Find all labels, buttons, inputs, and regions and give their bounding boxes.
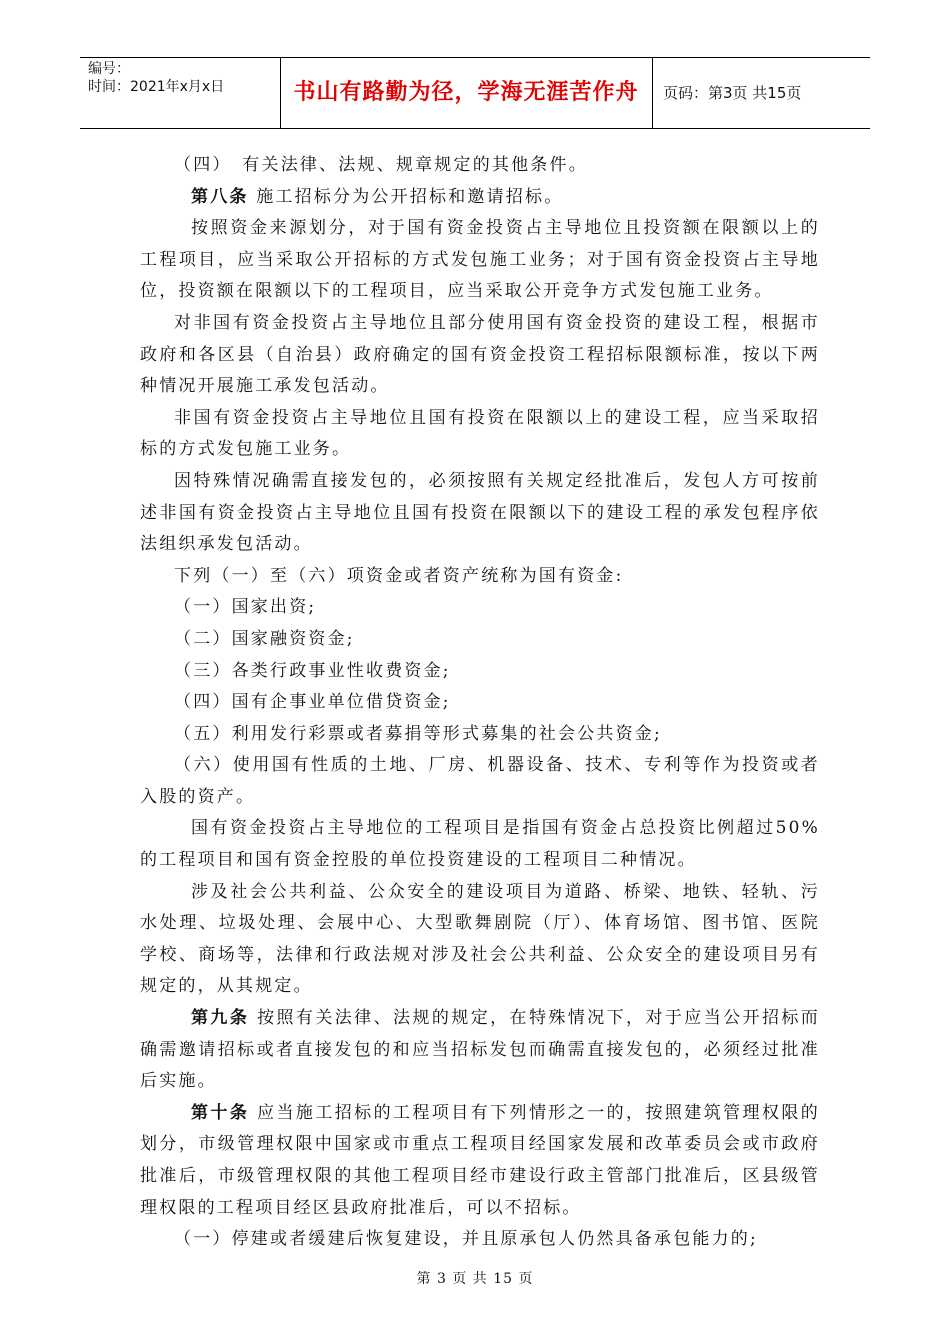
- list-item: （二）国家融资资金;: [174, 628, 355, 649]
- article-paragraph: [140, 182, 820, 214]
- page-header: [80, 57, 870, 129]
- list-item: （六）使用国有性质的土地、厂房、机器设备、技术、专利等作为投资或者入股的资产。: [140, 755, 820, 807]
- article-heading: 第九条: [191, 1008, 250, 1029]
- document-date-label: 时间：2021年x月x日: [88, 79, 225, 95]
- paragraph: 对非国有资金投资占主导地位且部分使用国有资金投资的建设工程，根据市政府和各区县（自治县）政府确定的国有资金投资工程招标限额标准，按以下两种情况开展施工承发包活动。: [140, 312, 820, 397]
- header-page-info: 页码：第3页 共15页: [663, 84, 802, 102]
- header-motto: 书山有路勤为径，学海无涯苦作舟: [293, 80, 639, 105]
- article-text: 应当施工招标的工程项目有下列情形之一的，按照建筑管理权限的划分，市级管理权限中国家或市重点工程项目经国家发展和改革委员会或市政府批准后，市级管理权限的其他工程项目经市建设行政主管部门批准后，区县级管理权限的工程项目经区县政府批准后，可以不招标。: [140, 1102, 820, 1218]
- header-motto-cell: [280, 58, 653, 128]
- list-item: （一）停建或者缓建后恢复建设，并且原承包人仍然具备承包能力的;: [174, 1229, 758, 1250]
- article-text: 按照有关法律、法规的规定，在特殊情况下，对于应当公开招标而确需邀请招标或者直接发包的和应当招标发包而确需直接发包的，必须经过批准后实施。: [140, 1008, 820, 1092]
- paragraph: 国有资金投资占主导地位的工程项目是指国有资金占总投资比例超过50%的工程项目和国有资金控股的单位投资建设的工程项目二种情况。: [140, 818, 820, 871]
- paragraph: 按照资金来源划分，对于国有资金投资占主导地位且投资额在限额以上的工程项目，应当采取公开招标的方式发包施工业务；对于国有资金投资占主导地位，投资额在限额以下的工程项目，应当采取公开竞争方式发包施工业务。: [140, 218, 820, 302]
- paragraph: 非国有资金投资占主导地位且国有投资在限额以上的建设工程，应当采取招标的方式发包施工业务。: [140, 407, 820, 460]
- list-item: （三）各类行政事业性收费资金;: [174, 660, 451, 681]
- list-item: （一）国家出资;: [174, 597, 317, 618]
- paragraph: 涉及社会公共利益、公众安全的建设项目为道路、桥梁、地铁、轻轨、污水处理、垃圾处理、会展中心、大型歌舞剧院（厅）、体育场馆、图书馆、医院学校、商场等，法律和行政法规对涉及社会公共利益、公众安全的建设项目另有规定的，从其规定。: [140, 881, 820, 997]
- paragraph: 因特殊情况确需直接发包的，必须按照有关规定经批准后，发包人方可按前述非国有资金投资占主导地位且国有投资在限额以下的建设工程的承发包程序依法组织承发包活动。: [140, 470, 820, 555]
- document-body: [140, 150, 820, 1256]
- header-meta: [80, 58, 281, 128]
- paragraph: （四） 有关法律、法规、规章规定的其他条件。: [174, 155, 588, 175]
- article-heading: 第十条: [191, 1102, 250, 1123]
- article-heading: 第八条: [191, 186, 249, 207]
- article-text: 施工招标分为公开招标和邀请招标。: [248, 186, 564, 207]
- article-paragraph: [140, 1098, 820, 1224]
- document-number-label: 编号：: [88, 61, 130, 77]
- paragraph: 下列（一）至（六）项资金或者资产统称为国有资金:: [174, 565, 624, 586]
- article-paragraph: [140, 1003, 820, 1098]
- page-footer: 第 3 页 共 15 页: [416, 1271, 534, 1287]
- list-item: （五）利用发行彩票或者募捐等形式募集的社会公共资金;: [174, 723, 662, 744]
- list-item: （四）国有企事业单位借贷资金;: [174, 692, 451, 713]
